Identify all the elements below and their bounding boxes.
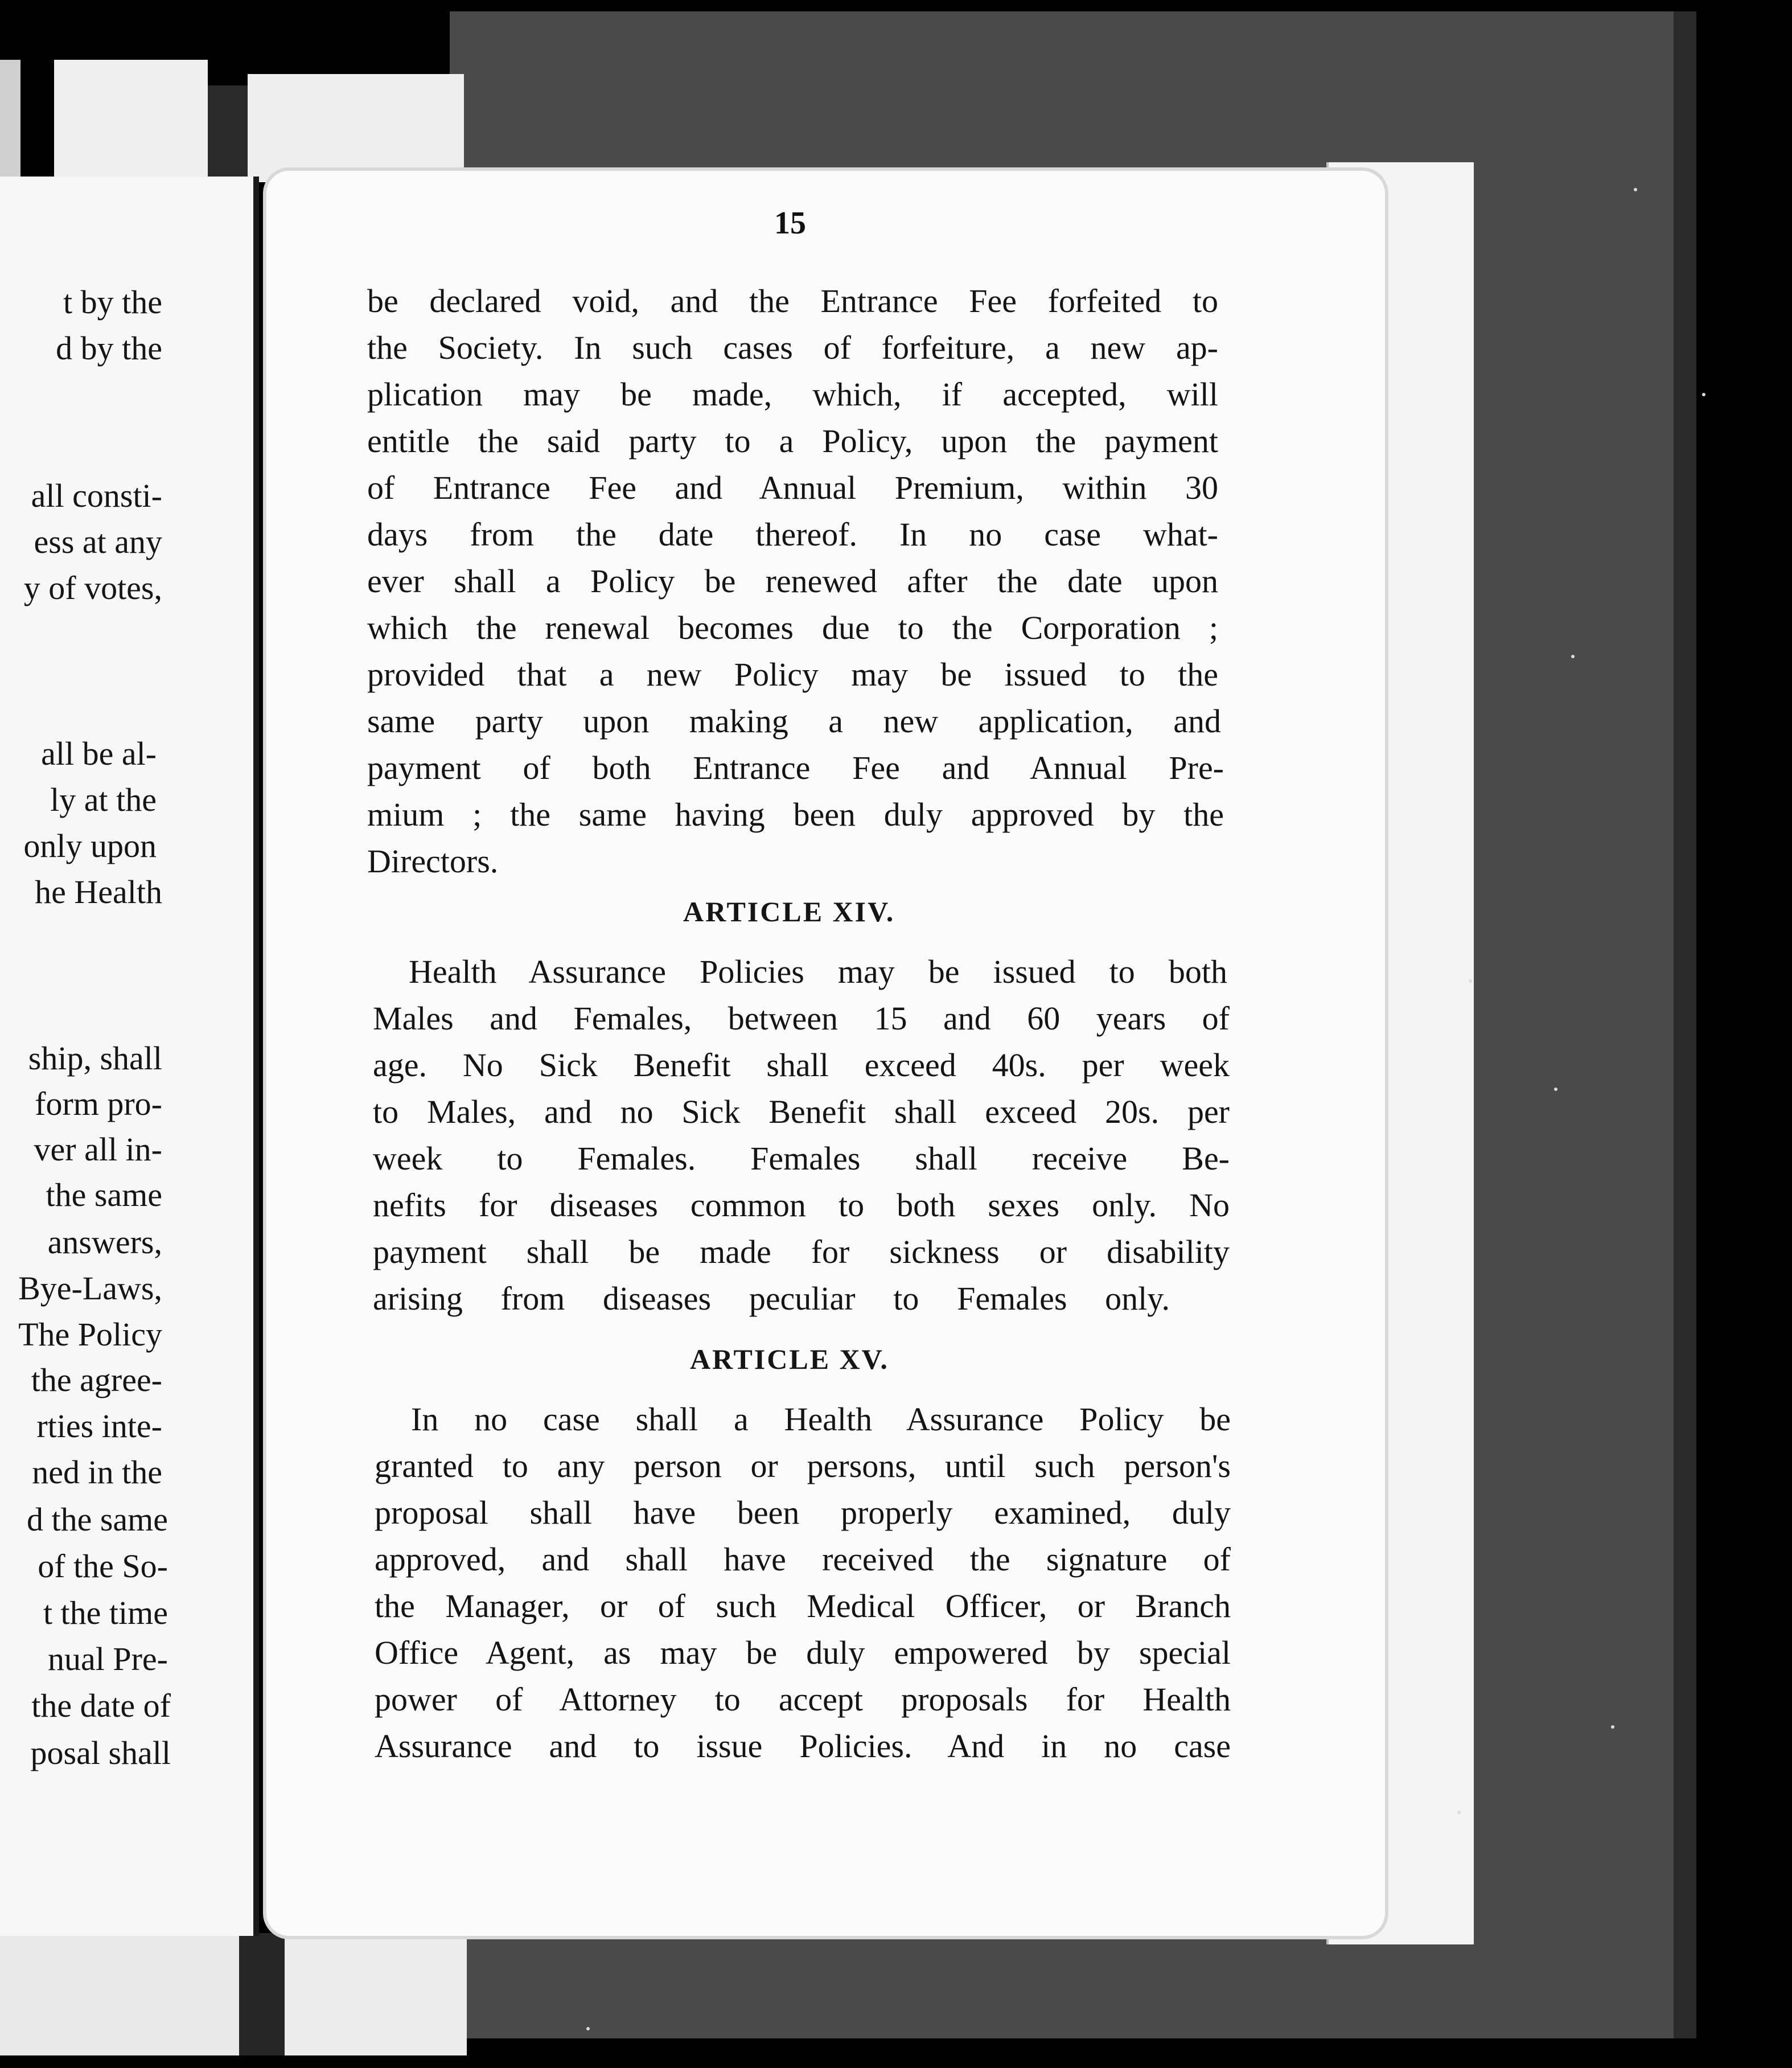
- binding-strip: [285, 1933, 467, 2055]
- text-line: Health Assurance Policies may be issued to both: [409, 953, 1227, 990]
- text-line: age. No Sick Benefit shall exceed 40s. per week: [373, 1047, 1230, 1084]
- text-line: week to Females. Females shall receive Be-: [373, 1140, 1230, 1177]
- page-number: 15: [774, 206, 806, 241]
- text-line: plication may be made, which, if accepted, will: [367, 376, 1218, 413]
- text-line: In no case shall a Health Assurance Policy be: [411, 1401, 1231, 1438]
- left-page-line: the date of: [31, 1687, 171, 1724]
- text-line: which the renewal becomes due to the Corporation ;: [367, 609, 1218, 646]
- backing-board-edge: [1674, 11, 1696, 2038]
- left-page-line: t the time: [43, 1594, 168, 1631]
- left-page-line: all consti-: [31, 477, 162, 514]
- scan-speck: [1469, 979, 1472, 983]
- left-page-line: t by the: [63, 284, 162, 321]
- text-line: Males and Females, between 15 and 60 years of: [373, 1000, 1230, 1037]
- text-line: entitle the said party to a Policy, upon the payment: [367, 422, 1218, 459]
- binding-strip: [248, 74, 464, 182]
- left-page-line: d by the: [56, 330, 162, 367]
- left-page: [0, 177, 259, 1936]
- left-page-line: all be al-: [41, 735, 157, 772]
- left-page-line: of the So-: [38, 1548, 168, 1585]
- scan-speck: [1634, 188, 1637, 191]
- left-page-line: ship, shall: [28, 1040, 162, 1077]
- binding-strip: [54, 60, 208, 179]
- scan-speck: [1457, 1811, 1461, 1814]
- left-page-line: y of votes,: [23, 569, 162, 606]
- binding-strip: [239, 1933, 285, 2055]
- left-page-line: ver all in-: [34, 1131, 162, 1168]
- text-line: provided that a new Policy may be issued to the: [367, 656, 1218, 693]
- text-line: be declared void, and the Entrance Fee forfeited to: [367, 282, 1218, 319]
- left-page-line: Bye-Laws,: [18, 1270, 162, 1307]
- left-page-line: ly at the: [50, 781, 157, 818]
- left-page-line: form pro-: [35, 1085, 162, 1122]
- scan-speck: [586, 2027, 590, 2030]
- article-xv-heading: ARTICLE XV.: [690, 1343, 889, 1375]
- left-page-line: he Health: [35, 873, 162, 910]
- left-page-line: only upon: [23, 827, 157, 864]
- binding-strip: [0, 1933, 239, 2055]
- scan-speck: [1611, 1725, 1614, 1729]
- text-line: mium ; the same having been duly approved by the: [367, 796, 1224, 833]
- text-line: nefits for diseases common to both sexes only. No: [373, 1187, 1230, 1224]
- left-page-line: the same: [46, 1176, 162, 1213]
- text-line: days from the date thereof. In no case what-: [367, 516, 1218, 553]
- text-line: payment shall be made for sickness or disability: [373, 1233, 1230, 1270]
- text-line: the Manager, or of such Medical Officer, or Branch: [375, 1587, 1231, 1624]
- left-page-line: the agree-: [31, 1361, 162, 1398]
- scan-speck: [1702, 393, 1705, 396]
- left-page-line: ned in the: [32, 1454, 162, 1491]
- left-page-line: nual Pre-: [48, 1640, 168, 1677]
- scan-speck: [1571, 655, 1575, 658]
- binding-strip: [208, 85, 248, 182]
- scan-speck: [1554, 1088, 1557, 1091]
- left-page-line: posal shall: [30, 1734, 171, 1771]
- left-page-line: d the same: [26, 1501, 168, 1538]
- text-line: arising from diseases peculiar to Females only.: [373, 1280, 1170, 1317]
- text-line: of Entrance Fee and Annual Premium, within 30: [367, 469, 1218, 506]
- text-line: same party upon making a new application, and: [367, 703, 1221, 740]
- text-line: Directors.: [367, 843, 499, 880]
- text-line: proposal shall have been properly examined, duly: [375, 1494, 1231, 1531]
- text-line: approved, and shall have received the signature of: [375, 1541, 1231, 1578]
- text-line: power of Attorney to accept proposals for Health: [375, 1681, 1231, 1718]
- left-page-line: answers,: [47, 1224, 162, 1261]
- text-line: ever shall a Policy be renewed after the date upon: [367, 563, 1218, 600]
- text-line: payment of both Entrance Fee and Annual Pre-: [367, 749, 1224, 786]
- left-page-line: rties inte-: [36, 1408, 162, 1445]
- left-page-line: ess at any: [34, 523, 162, 560]
- text-line: Office Agent, as may be duly empowered by special: [375, 1634, 1231, 1671]
- text-line: to Males, and no Sick Benefit shall exceed 20s. per: [373, 1093, 1230, 1130]
- article-xiv-heading: ARTICLE XIV.: [683, 896, 895, 928]
- left-page-line: The Policy: [18, 1316, 162, 1353]
- text-line: granted to any person or persons, until such person's: [375, 1447, 1231, 1484]
- binding-strip: [0, 60, 20, 179]
- text-line: the Society. In such cases of forfeiture, a new ap-: [367, 329, 1218, 366]
- text-line: Assurance and to issue Policies. And in no case: [375, 1728, 1231, 1765]
